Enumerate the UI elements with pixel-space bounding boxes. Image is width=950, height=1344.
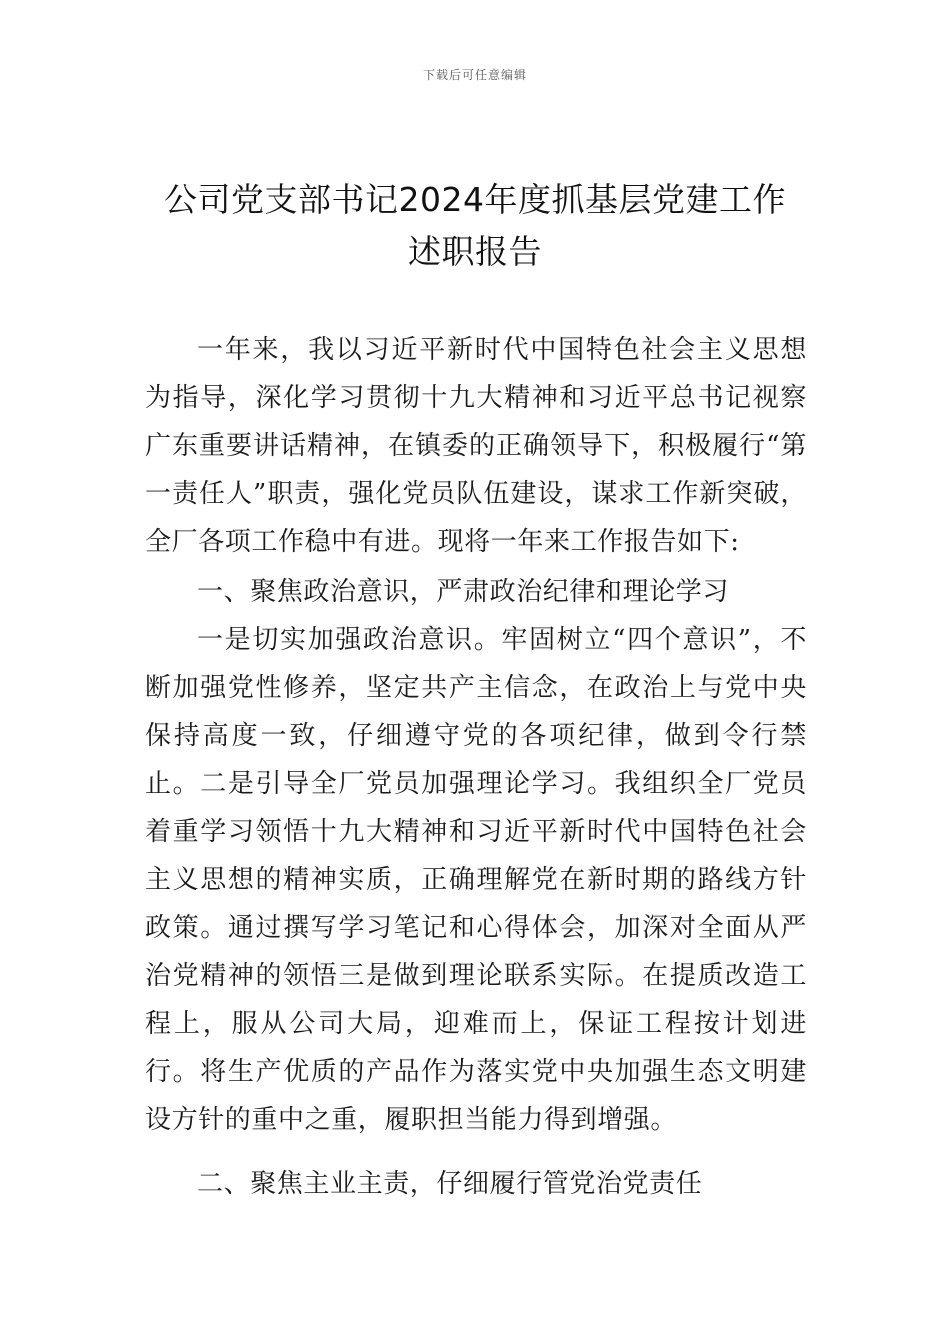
title-line-2: 述职报告 — [408, 232, 542, 271]
document-body — [145, 326, 807, 1208]
title-line-1: 公司党支部书记2024年度抓基层党建工作 — [164, 180, 786, 219]
section-1-paragraph: 一是切实加强政治意识。牢固树立“四个意识”，不断加强党性修养，坚定共产主信念，在政治上与党中央保持高度一致，仔细遵守党的各项纪律，做到令行禁止。二是引导全厂党员加强理论学习。我组织全厂党员着重学习领悟十九大精神和习近平新时代中国特色社会主义思想的精神实质，正确理解党在新时期的路线方针政策。通过撰写学习笔记和心得体会，加深对全面从严治党精神的领悟三是做到理论联系实际。在提质改造工程上，服从公司大局，迎难而上，保证工程按计划进行。将生产优质的产品作为落实党中央加强生态文明建设方针的重中之重，履职担当能力得到增强。 — [145, 625, 807, 1135]
section-heading-1: 一、聚焦政治意识，严肃政治纪律和理论学习 — [197, 577, 730, 607]
header-note: 下载后可任意编辑 — [422, 68, 527, 82]
intro-paragraph: 一年来，我以习近平新时代中国特色社会主义思想为指导，深化学习贯彻十九大精神和习近平总书记视察广东重要讲话精神，在镇委的正确领导下，积极履行“第一责任人”职责，强化党员队伍建设，谋求工作新突破，全厂各项工作稳中有进。现将一年来工作报告如下: — [145, 335, 807, 557]
document-title — [100, 174, 850, 278]
section-heading-2: 二、聚焦主业主责，仔细履行管党治党责任 — [197, 1169, 703, 1199]
